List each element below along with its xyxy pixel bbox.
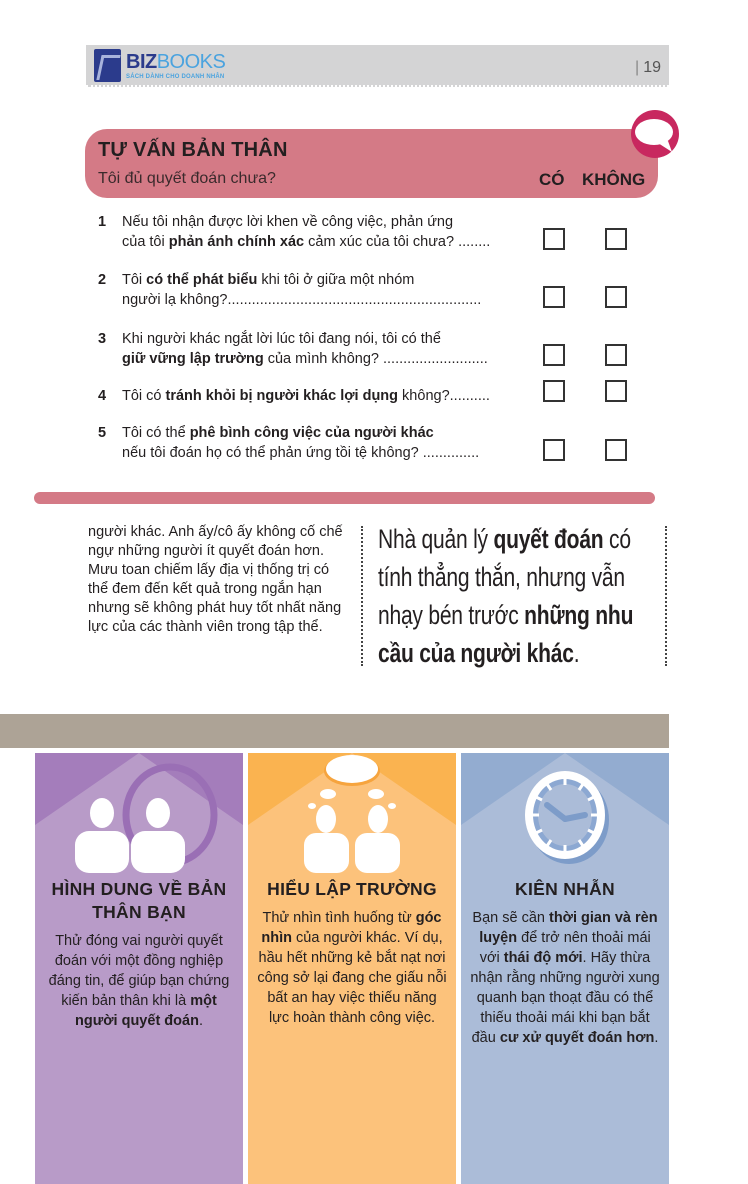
body-paragraph: người khác. Anh ấy/cô ấy không cố chế ngự những người ít quyết đoán hơn. Mưu toan chiếm lấy địa vị thống trị có thể đem đến kết quả trong ngắn hạn nhưng sẽ không phát huy tốt nhất năng lực của các thành viên trong tập thể.	[88, 524, 343, 635]
dotted-divider-left	[361, 526, 363, 666]
tip-emphasis: góc nhìn	[261, 910, 442, 946]
bizbooks-logo	[94, 49, 225, 82]
question-text: không?..........	[398, 388, 490, 404]
page-header	[86, 45, 669, 87]
tip-text: . Hãy thừa nhận rằng những người xung quanh bạn thoạt đầu có thể thiếu thoải mái khi bạn bắt đầu	[470, 950, 660, 1046]
q5-yes-checkbox[interactable]	[543, 439, 565, 461]
tip-title: HÌNH DUNG VỀ BẢN THÂN BẠN	[51, 879, 227, 922]
pullquote-text: có tính thẳng thắn, nhưng vẫn nhạy bén trước	[378, 524, 631, 630]
q3-no-checkbox[interactable]	[605, 344, 627, 366]
tip-text: .	[198, 1013, 203, 1029]
dotted-divider-right	[665, 526, 667, 666]
logo-mark-icon	[94, 49, 121, 82]
tip-body	[256, 908, 448, 1028]
question-5	[98, 423, 538, 463]
question-emphasis: tránh khỏi bị người khác lợi dụng	[165, 388, 399, 404]
question-text: nếu tôi đoán họ có thể phản ứng tồi tệ không? ..............	[122, 445, 480, 461]
page-number	[635, 59, 661, 77]
q4-yes-checkbox[interactable]	[543, 380, 565, 402]
pullquote-text: Nhà quản lý	[378, 524, 494, 554]
quiz-title: TỰ VẤN BẢN THÂN	[98, 139, 288, 161]
question-3	[98, 329, 538, 369]
tip-body	[469, 908, 661, 1048]
question-text: của tôi	[122, 234, 169, 250]
tip-panel-visualize	[35, 753, 243, 1184]
quiz-banner	[85, 129, 658, 198]
column-yes-label: CÓ	[539, 170, 565, 189]
tip-emphasis: cư xử quyết đoán hơn	[499, 1030, 655, 1046]
tip-text: của người khác. Ví dụ, hầu hết những kẻ bắt nạt nơi công sở lại đang che giấu nỗi bất an hay việc thiếu năng lực hoàn thành công việc.	[257, 930, 447, 1026]
question-number: 5	[98, 425, 107, 441]
thinking-people-icon	[248, 753, 456, 873]
question-number: 4	[98, 388, 107, 404]
page-separator: |	[635, 59, 640, 76]
tip-emphasis: một người quyết đoán	[75, 993, 217, 1029]
clock-icon	[461, 753, 669, 873]
q2-yes-checkbox[interactable]	[543, 286, 565, 308]
section-divider	[34, 492, 655, 504]
q3-yes-checkbox[interactable]	[543, 344, 565, 366]
tip-emphasis: thời gian và rèn luyện	[479, 910, 658, 946]
tip-title: KIÊN NHẪN	[515, 879, 615, 899]
q2-no-checkbox[interactable]	[605, 286, 627, 308]
mirror-person-icon	[35, 753, 243, 873]
tip-panel-understand	[248, 753, 456, 1184]
tip-body	[43, 931, 235, 1031]
page-number-value: 19	[643, 59, 661, 76]
q1-yes-checkbox[interactable]	[543, 228, 565, 250]
q5-no-checkbox[interactable]	[605, 439, 627, 461]
pull-quote	[378, 520, 659, 672]
column-no-label: KHÔNG	[582, 170, 646, 189]
tip-text: Thử đóng vai người quyết đoán với một đồng nghiệp đáng tin, để giúp bạn chứng kiến bản thân khi là	[48, 933, 230, 1009]
question-text: Khi người khác ngắt lời lúc tôi đang nói, tôi có thể	[122, 331, 441, 347]
quiz-subtitle: Tôi đủ quyết đoán chưa?	[98, 170, 276, 187]
question-2	[98, 270, 538, 310]
logo-biz: BIZ	[126, 50, 157, 73]
tips-header-band	[0, 714, 669, 748]
speech-bubble-icon	[628, 110, 682, 160]
question-emphasis: phê bình công việc của người khác	[189, 425, 434, 441]
pullquote-text: .	[573, 638, 580, 668]
question-number: 3	[98, 331, 107, 347]
question-4	[98, 386, 538, 406]
question-1	[98, 212, 538, 252]
pullquote-emphasis: quyết đoán	[493, 524, 604, 554]
pullquote-emphasis: những nhu cầu của người khác	[378, 600, 634, 668]
question-number: 2	[98, 272, 107, 288]
tip-text: .	[654, 1030, 659, 1046]
tip-title: HIỂU LẬP TRƯỜNG	[267, 879, 437, 899]
tip-panel-patience	[461, 753, 669, 1184]
question-text: Tôi có thể	[122, 425, 190, 441]
question-text: cảm xúc của tôi chưa? ........	[304, 234, 491, 250]
logo-tagline: SÁCH DÀNH CHO DOANH NHÂN	[126, 73, 225, 80]
tip-emphasis: thái độ mới	[503, 950, 583, 966]
question-text: Tôi có	[122, 388, 166, 404]
question-number: 1	[98, 214, 107, 230]
tip-text: Bạn sẽ cần	[472, 910, 549, 926]
q1-no-checkbox[interactable]	[605, 228, 627, 250]
question-text: của mình không? ..........................	[263, 351, 488, 367]
question-emphasis: giữ vững lập trường	[122, 351, 264, 367]
q4-no-checkbox[interactable]	[605, 380, 627, 402]
tip-text: Thử nhìn tình huống từ	[262, 910, 416, 926]
question-text: Nếu tôi nhận được lời khen về công việc, phản ứng	[122, 214, 454, 230]
question-text: người lạ không?...............................................................	[122, 292, 482, 308]
tip-text: để trở nên thoải mái với	[479, 930, 651, 966]
question-text: Tôi	[122, 272, 147, 288]
question-text: khi tôi ở giữa một nhóm	[257, 272, 415, 288]
question-emphasis: có thể phát biểu	[146, 272, 258, 288]
logo-books: BOOKS	[156, 50, 226, 73]
question-emphasis: phản ánh chính xác	[168, 234, 305, 250]
